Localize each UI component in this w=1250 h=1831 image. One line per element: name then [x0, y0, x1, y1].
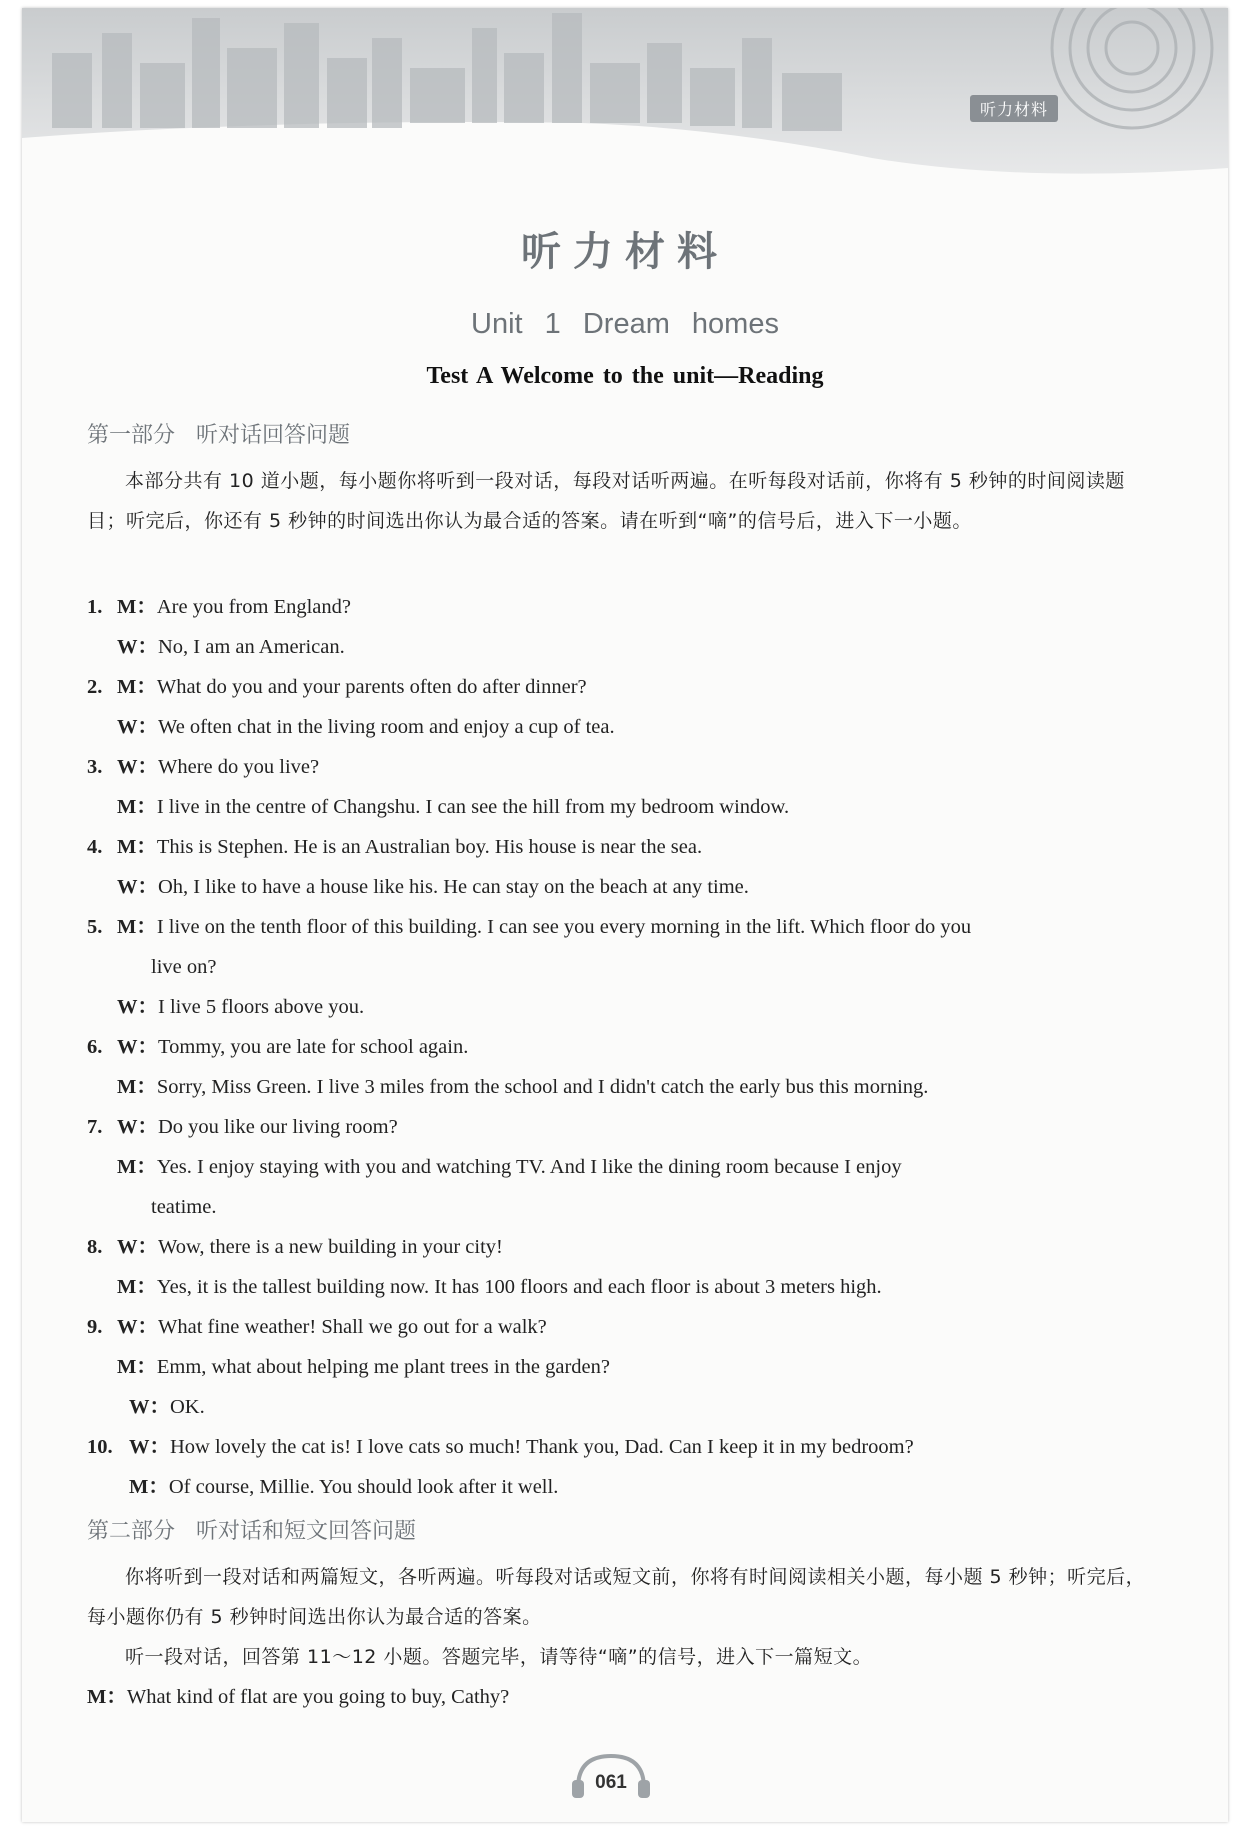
speaker-label: W： [117, 1316, 158, 1338]
test-title: Test A Welcome to the unit—Reading [426, 363, 824, 389]
dialogue-line [87, 1347, 1167, 1387]
part2-first-line [87, 1677, 1167, 1717]
dialogue-line [87, 1067, 1167, 1107]
part1-instructions: 本部分共有 10 道小题，每小题你将听到一段对话，每段对话听两遍。在听每段对话前，你将有 5 秒钟的时间阅读题目；听完后，你还有 5 秒钟的时间选出你认为最合适的答案。请在听到“嘀”的信号后，进入下一小题。 [87, 470, 1125, 532]
dialogue-line [87, 867, 1167, 907]
dialogue-line [87, 587, 1167, 627]
dialogue-text: I live 5 floors above you. [158, 996, 365, 1018]
speaker-label: M： [117, 1356, 157, 1378]
dialogue-line [87, 787, 1167, 827]
dialogue-text: Are you from England? [156, 596, 351, 618]
dialogue-line [87, 747, 1167, 787]
speaker-label: W： [117, 876, 158, 898]
speaker-label: M： [117, 1276, 157, 1298]
dialogue-text: Sorry, Miss Green. I live 3 miles from the school and I didn't catch the early bus this morning. [156, 1076, 929, 1098]
dialogue-line [87, 1187, 1167, 1227]
question-number: 7. [87, 1116, 103, 1138]
dialogue-line [87, 1147, 1167, 1187]
question-number: 2. [87, 676, 103, 698]
dialogue-text: We often chat in the living room and enjoy a cup of tea. [158, 716, 615, 738]
dialogue-line [87, 1267, 1167, 1307]
speaker-label: M： [117, 836, 157, 858]
dialogue-text: This is Stephen. He is an Australian boy. His house is near the sea. [156, 836, 703, 858]
dialogue-line [87, 827, 1167, 867]
page-title: 听力材料 [521, 229, 729, 275]
part2-heading: 第二部分 听对话和短文回答问题 [87, 1519, 416, 1544]
speaker-label: W： [117, 1236, 158, 1258]
question-number: 9. [87, 1316, 103, 1338]
dialogue-line [87, 947, 1167, 987]
speaker-label: W： [117, 996, 158, 1018]
page-number-badge [566, 1750, 656, 1800]
dialogue-text: OK. [170, 1396, 205, 1418]
speaker-label: W： [117, 756, 158, 778]
dialogue-line [87, 1427, 1167, 1467]
dialogue-line [87, 1307, 1167, 1347]
dialogue-text: How lovely the cat is! I love cats so much! Thank you, Dad. Can I keep it in my bedroom? [170, 1436, 914, 1458]
part2-instructions: 你将听到一段对话和两篇短文，各听两遍。听每段对话或短文前，你将有时间阅读相关小题，每小题 5 秒钟；听完后，每小题你仍有 5 秒钟时间选出你认为最合适的答案。 [87, 1566, 1146, 1628]
dialogue-text: live on? [151, 956, 217, 978]
dialogue-line [87, 667, 1167, 707]
dialogue-text: teatime. [151, 1196, 217, 1218]
dialogue-line [87, 1027, 1167, 1067]
speaker-label: M： [117, 916, 157, 938]
question-number: 6. [87, 1036, 103, 1058]
dialogue-line [87, 707, 1167, 747]
speaker-label: M： [87, 1686, 127, 1708]
dialogue-text: No, I am an American. [158, 636, 345, 658]
speaker-label: M： [129, 1476, 169, 1498]
speaker-label: M： [117, 596, 157, 618]
speaker-label: W： [117, 716, 158, 738]
unit-title: Unit 1 Dream homes [471, 308, 779, 340]
header-section-tag: 听力材料 [970, 95, 1058, 122]
dialogue-text: Emm, what about helping me plant trees in the garden? [156, 1356, 611, 1378]
dialogue-line [87, 627, 1167, 667]
part1-heading: 第一部分 听对话回答问题 [87, 423, 350, 448]
document-page [22, 8, 1228, 1822]
dialogue-text: What fine weather! Shall we go out for a walk? [158, 1316, 547, 1338]
dialogue-text: Tommy, you are late for school again. [158, 1036, 469, 1058]
question-number: 4. [87, 836, 103, 858]
dialogue-text: I live on the tenth floor of this building. I can see you every morning in the lift. Which floor do you [156, 916, 972, 938]
dialogue-text: I live in the centre of Changshu. I can see the hill from my bedroom window. [156, 796, 790, 818]
dialogue-text: Where do you live? [158, 756, 320, 778]
dialogue-line [87, 907, 1167, 947]
question-number: 3. [87, 756, 103, 778]
dialogue-text: Do you like our living room? [158, 1116, 398, 1138]
speaker-label: M： [117, 676, 157, 698]
speaker-label: W： [117, 636, 158, 658]
question-number: 8. [87, 1236, 103, 1258]
dialogue-line [87, 1227, 1167, 1267]
dialogue-text: What kind of flat are you going to buy, Cathy? [126, 1686, 510, 1708]
speaker-label: M： [117, 796, 157, 818]
speaker-label: W： [117, 1116, 158, 1138]
dialogue-text: What do you and your parents often do after dinner? [156, 676, 587, 698]
question-number: 10. [87, 1436, 113, 1458]
dialogue-line [87, 987, 1167, 1027]
dialogue-line [87, 1467, 1167, 1507]
dialogue-text: Yes. I enjoy staying with you and watching TV. And I like the dining room because I enjoy [156, 1156, 902, 1178]
dialogue-text: Of course, Millie. You should look after it well. [168, 1476, 559, 1498]
part2-sub-instructions: 听一段对话，回答第 11～12 小题。答题完毕，请等待“嘀”的信号，进入下一篇短文。 [125, 1646, 873, 1668]
dialogue-text: Yes, it is the tallest building now. It has 100 floors and each floor is about 3 meters high. [156, 1276, 882, 1298]
dialogue-text: Oh, I like to have a house like his. He can stay on the beach at any time. [158, 876, 749, 898]
speaker-label: W： [129, 1396, 170, 1418]
speaker-label: W： [129, 1436, 170, 1458]
speaker-label: M： [117, 1156, 157, 1178]
question-number: 1. [87, 596, 103, 618]
speaker-label: M： [117, 1076, 157, 1098]
page-number: 061 [595, 1772, 627, 1793]
question-number: 5. [87, 916, 103, 938]
speaker-label: W： [117, 1036, 158, 1058]
dialogue-line [87, 1387, 1167, 1427]
dialogue-text: Wow, there is a new building in your city! [158, 1236, 503, 1258]
dialogue-line [87, 1107, 1167, 1147]
